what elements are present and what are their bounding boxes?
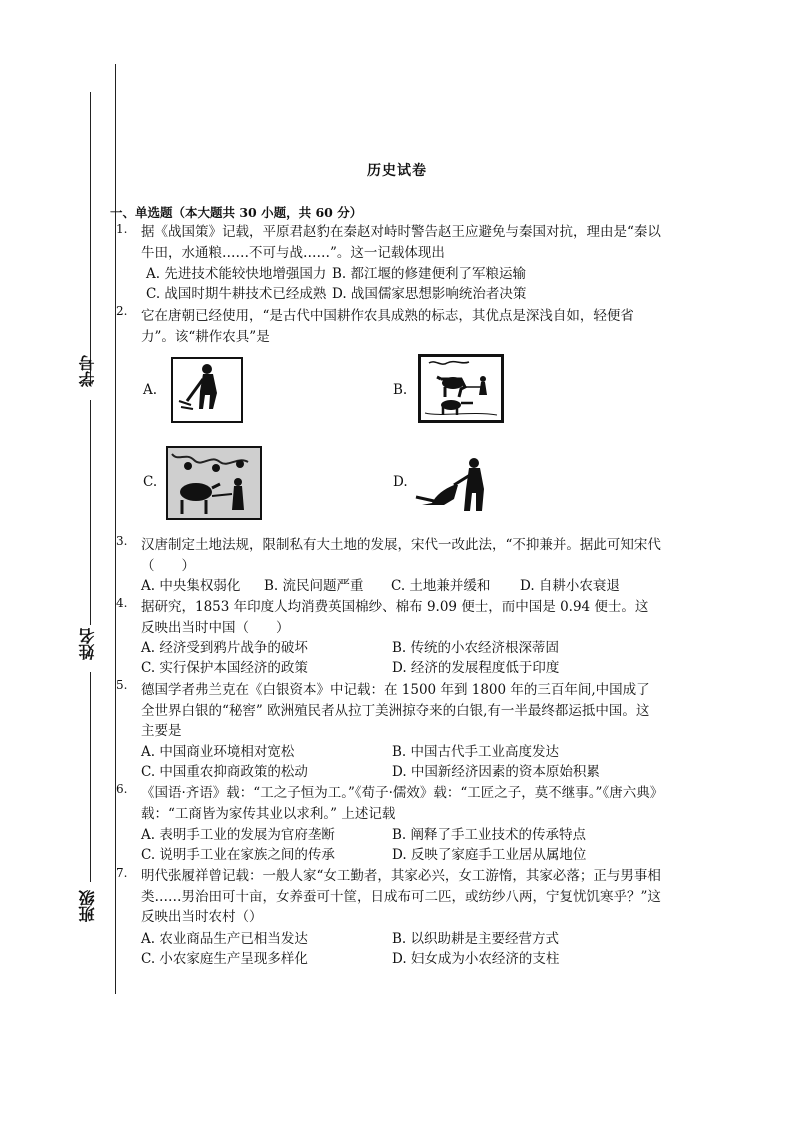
q6-option-a: A. 表明手工业的发展为官府垄断 — [141, 827, 335, 843]
q1-option-d: D. 战国儒家思想影响统治者决策 — [332, 286, 527, 302]
question-3-text: 汉唐制定土地法规，限制私有大土地的发展，宋代一改此法，“不抑兼并。据此可知宋代（ ） — [141, 537, 661, 574]
question-number: 5. — [116, 678, 128, 692]
exam-title: 历史试卷 — [367, 163, 427, 179]
question-7-text: 明代张履祥曾记载：一般人家“女工勤者，其家必兴，女工游惰，其家必落；正与男事相类……男治田可十亩，女养蚕可十筐，日成布可二匹，或纺纱八两，宁复忧饥寒乎？”这反映出当时农村（） — [141, 868, 661, 925]
farmer-hoe-picture — [171, 357, 243, 423]
question-5-text: 德国学者弗兰克在《白银资本》中记载：在 1500 年到 1800 年的三百年间,中国成了全世界白银的“秘窖” 欧洲殖民者从拉丁美洲掠夺来的白银,有一半最终都运抵中国。这主要是 — [141, 682, 650, 739]
question-number: 4. — [116, 596, 128, 610]
q5-option-d: D. 中国新经济因素的资本原始积累 — [392, 764, 600, 780]
q1-option-b: B. 都江堰的修建便利了军粮运输 — [332, 266, 527, 282]
q3-option-a: A. 中央集权弱化 — [141, 578, 241, 594]
q5-option-c: C. 中国重农抑商政策的松动 — [141, 764, 308, 780]
q4-option-c: C. 实行保护本国经济的政策 — [141, 660, 308, 676]
class-label: 班级 — [78, 890, 97, 922]
q2-option-c: C. — [143, 474, 158, 490]
question-2-text: 它在唐朝已经使用，“是古代中国耕作农具成熟的标志，其优点是深浅自如，轻便省力”。该“耕作农具”是 — [141, 308, 634, 345]
q7-option-c: C. 小农家庭生产呈现多样化 — [141, 951, 308, 967]
side-rule-top — [90, 92, 91, 385]
q7-option-b: B. 以织助耕是主要经营方式 — [392, 931, 560, 947]
question-number: 1. — [116, 222, 128, 236]
ox-plow-rubbing — [166, 446, 262, 520]
q4-option-d: D. 经济的发展程度低于印度 — [392, 660, 560, 676]
q6-option-d: D. 反映了家庭手工业居从属地位 — [392, 847, 587, 863]
curved-plow-silhouette — [414, 455, 492, 513]
student-id-label: 学号 — [78, 355, 97, 387]
q2-option-a: A. — [143, 382, 158, 398]
section-heading: 一、单选题（本大题共 30 小题，共 60 分） — [110, 205, 363, 220]
student-name-label: 姓名 — [78, 628, 97, 660]
side-rule-bottom — [90, 672, 91, 882]
q6-option-b: B. 阐释了手工业技术的传承特点 — [392, 827, 587, 843]
q7-option-d: D. 妇女成为小农经济的支柱 — [392, 951, 560, 967]
q3-option-b: B. 流民问题严重 — [264, 578, 364, 594]
question-number: 2. — [116, 304, 128, 318]
q5-option-b: B. 中国古代手工业高度发达 — [392, 744, 560, 760]
side-rule-mid — [90, 400, 91, 625]
q5-option-a: A. 中国商业环境相对宽松 — [141, 744, 295, 760]
q2-option-b: B. — [393, 382, 408, 398]
question-number: 6. — [116, 782, 128, 796]
q4-option-a: A. 经济受到鸦片战争的破坏 — [141, 640, 308, 656]
q6-option-c: C. 说明手工业在家族之间的传承 — [141, 847, 335, 863]
question-1-text: 据《战国策》记载，平原君赵豹在秦赵对峙时警告赵王应避免与秦国对抗，理由是“秦以牛田，水通粮……不可与战……”。这一记载体现出 — [141, 224, 661, 261]
q7-option-a: A. 农业商品生产已相当发达 — [141, 931, 308, 947]
q3-option-d: D. 自耕小农衰退 — [520, 578, 620, 594]
question-number: 3. — [116, 534, 128, 548]
question-number: 7. — [116, 866, 128, 880]
q3-option-c: C. 土地兼并缓和 — [391, 578, 491, 594]
q4-option-b: B. 传统的小农经济根深蒂固 — [392, 640, 560, 656]
question-6-text: 《国语·齐语》载：“工之子恒为工。”《荀子·儒效》载：“工匠之子，莫不继事。”《唐六典》载：“工商皆为家传其业以求利。” 上述记载 — [141, 785, 657, 822]
question-4-text: 据研究，1853 年印度人均消费英国棉纱、棉布 9.09 便士，而中国是 0.94 便士。这反映出当时中国（ ） — [141, 599, 649, 636]
q2-option-d: D. — [393, 474, 408, 490]
q1-option-a: A. 先进技术能较快地增强国力 — [146, 266, 327, 282]
q1-option-c: C. 战国时期牛耕技术已经成熟 — [146, 286, 327, 302]
ox-plow-mural — [418, 354, 504, 423]
